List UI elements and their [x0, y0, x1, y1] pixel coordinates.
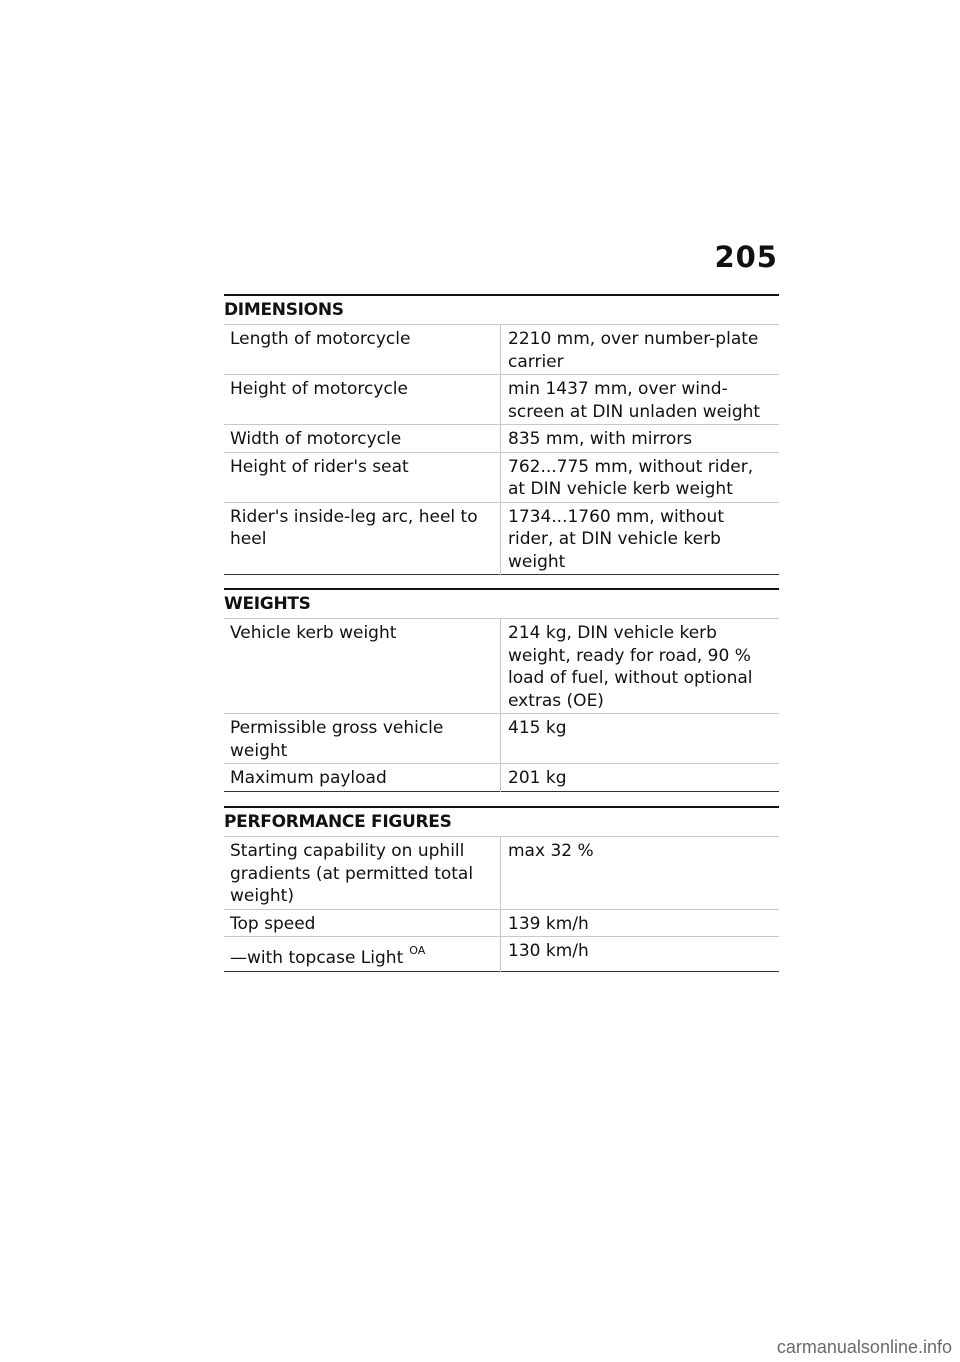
spec-value: 201 kg	[508, 768, 567, 788]
table-row	[224, 425, 779, 453]
spec-label: Top speed	[224, 909, 501, 937]
table-row	[224, 937, 779, 972]
table-row	[224, 909, 779, 937]
spec-value: 130 km/h	[508, 941, 589, 961]
section-title: PERFORMANCE FIGURES	[224, 812, 452, 832]
spec-label: Maximum payload	[224, 764, 501, 792]
spec-label: Length of motorcycle	[224, 325, 501, 375]
spec-value: 214 kg, DIN vehicle kerb weight, ready for road, 90 % load of fuel, without optional extras (OE)	[508, 623, 753, 711]
spec-value: 2210 mm, over number-plate carrier	[508, 329, 759, 372]
spec-value: 139 km/h	[508, 913, 589, 934]
spec-label: Height of motorcycle	[224, 375, 501, 425]
spec-label: Height of rider's seat	[224, 452, 501, 502]
spec-value: 1734...1760 mm, without rider, at DIN vehicle kerb weight	[508, 506, 724, 572]
spec-value: 762...775 mm, without rider, at DIN vehicle kerb weight	[508, 456, 754, 499]
weights-section	[224, 588, 779, 792]
table-row	[224, 714, 779, 764]
table-row	[224, 837, 779, 910]
dimensions-section	[224, 294, 779, 575]
table-row	[224, 619, 779, 714]
spec-label-cell	[224, 937, 501, 972]
table-row	[224, 325, 779, 375]
spec-label: Rider's inside-leg arc, heel to heel	[224, 502, 501, 575]
spec-value: min 1437 mm, over wind-screen at DIN unladen weight	[508, 379, 761, 422]
spec-value: 835 mm, with mirrors	[508, 429, 693, 449]
spec-label: Permissible gross vehicle weight	[224, 714, 501, 764]
spec-label: Width of motorcycle	[224, 425, 501, 453]
table-row	[224, 764, 779, 792]
performance-table	[224, 836, 779, 972]
optional-accessory-mark: OA	[409, 944, 426, 957]
spec-label: —with topcase Light	[230, 948, 404, 968]
dimensions-table	[224, 324, 779, 575]
table-row	[224, 375, 779, 425]
spec-label: Vehicle kerb weight	[224, 619, 501, 714]
weights-table	[224, 618, 779, 792]
table-row	[224, 452, 779, 502]
watermark-footer: carmanualsonline.info	[776, 1337, 952, 1357]
spec-value: max 32 %	[508, 841, 594, 861]
table-row	[224, 502, 779, 575]
performance-section	[224, 806, 779, 972]
section-title: WEIGHTS	[224, 594, 311, 614]
section-title: DIMENSIONS	[224, 300, 344, 320]
page-number: 205	[714, 240, 778, 274]
spec-label: Starting capability on uphill gradients (at permitted total weight)	[224, 837, 501, 910]
spec-value: 415 kg	[508, 718, 567, 738]
